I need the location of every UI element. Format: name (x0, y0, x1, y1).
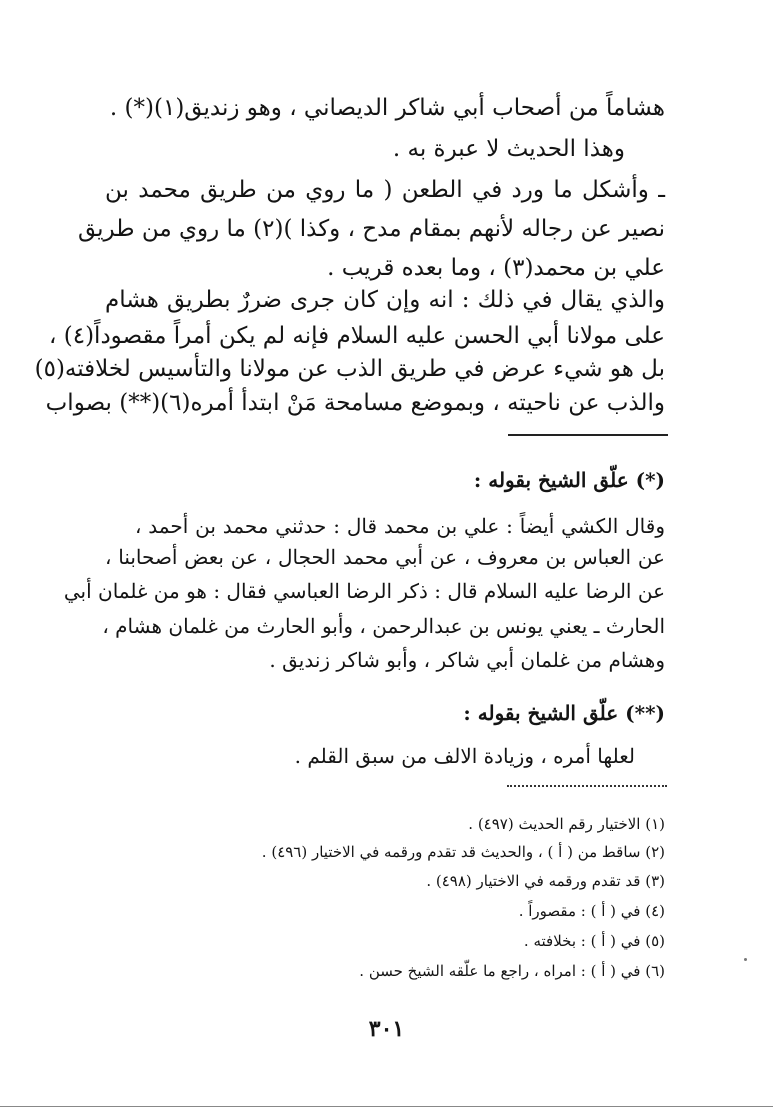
main-text-line: نصير عن رجاله لأنهم بمقام مدح ، وكذا )(٢) ما روي من طريق (77, 216, 665, 242)
separator-rule (508, 434, 668, 436)
footnote: (٤) في ( أ ) : مقصوراً . (518, 902, 665, 920)
main-text-line: ـ وأشكل ما ورد في الطعن ( ما روي من طريق محمد بن (105, 177, 665, 203)
main-text-line: وهذا الحديث لا عبرة به . (392, 136, 625, 162)
main-text-line: بل هو شيء عرض في طريق الذب عن مولانا والتأسيس لخلافته(٥) (34, 356, 665, 382)
commentary-line: عن العباس بن معروف ، عن أبي محمد الحجال ، عن بعض أصحابنا ، (105, 545, 665, 569)
main-text-line: علي بن محمد(٣) ، وما بعده قريب . (327, 255, 665, 281)
main-text-line: على مولانا أبي الحسن عليه السلام فإنه لم يكن أمراً مقصوداً(٤) ، (49, 323, 665, 349)
scan-speck (744, 958, 747, 961)
footnote: (٣) قد تقدم ورقمه في الاختيار (٤٩٨) . (426, 872, 665, 890)
main-text-line: والذب عن ناحيته ، وبموضع مسامحة مَنْ ابتدأ أمره(٦)(**) بصواب (45, 390, 665, 416)
commentary-line: وقال الكشي أيضاً : علي بن محمد قال : حدثني محمد بن أحمد ، (135, 514, 665, 538)
main-text-line: هشاماً من أصحاب أبي شاكر الديصاني ، وهو زنديق(١)(*) . (109, 95, 665, 121)
main-text-line: والذي يقال في ذلك : انه وإن كان جرى ضررٌ بطريق هشام (105, 287, 665, 313)
footnote: (٦) في ( أ ) : امراه ، راجع ما علّقه الشيخ حسن . (359, 962, 665, 980)
commentary-line: وهشام من غلمان أبي شاكر ، وأبو شاكر زنديق . (269, 648, 665, 672)
scan-edge-line (0, 1106, 773, 1107)
commentary-heading: (*) علّق الشيخ بقوله : (473, 468, 665, 492)
commentary-heading: (**) علّق الشيخ بقوله : (463, 701, 665, 725)
footnote: (١) الاختيار رقم الحديث (٤٩٧) . (468, 815, 665, 833)
commentary-line: عن الرضا عليه السلام قال : ذكر الرضا العباسي فقال : هو من غلمان أبي (63, 579, 665, 603)
page-number: ٣٠١ (368, 1016, 405, 1042)
commentary-line: الحارث ـ يعني يونس بن عبدالرحمن ، وأبو الحارث من غلمان هشام ، (102, 614, 665, 638)
footnote: (٥) في ( أ ) : بخلافته . (523, 932, 665, 950)
commentary-line: لعلها أمره ، وزيادة الالف من سبق القلم . (294, 744, 635, 768)
footnote: (٢) ساقط من ( أ ) ، والحديث قد تقدم ورقمه في الاختيار (٤٩٦) . (261, 843, 665, 861)
footnote-separator (507, 785, 667, 787)
